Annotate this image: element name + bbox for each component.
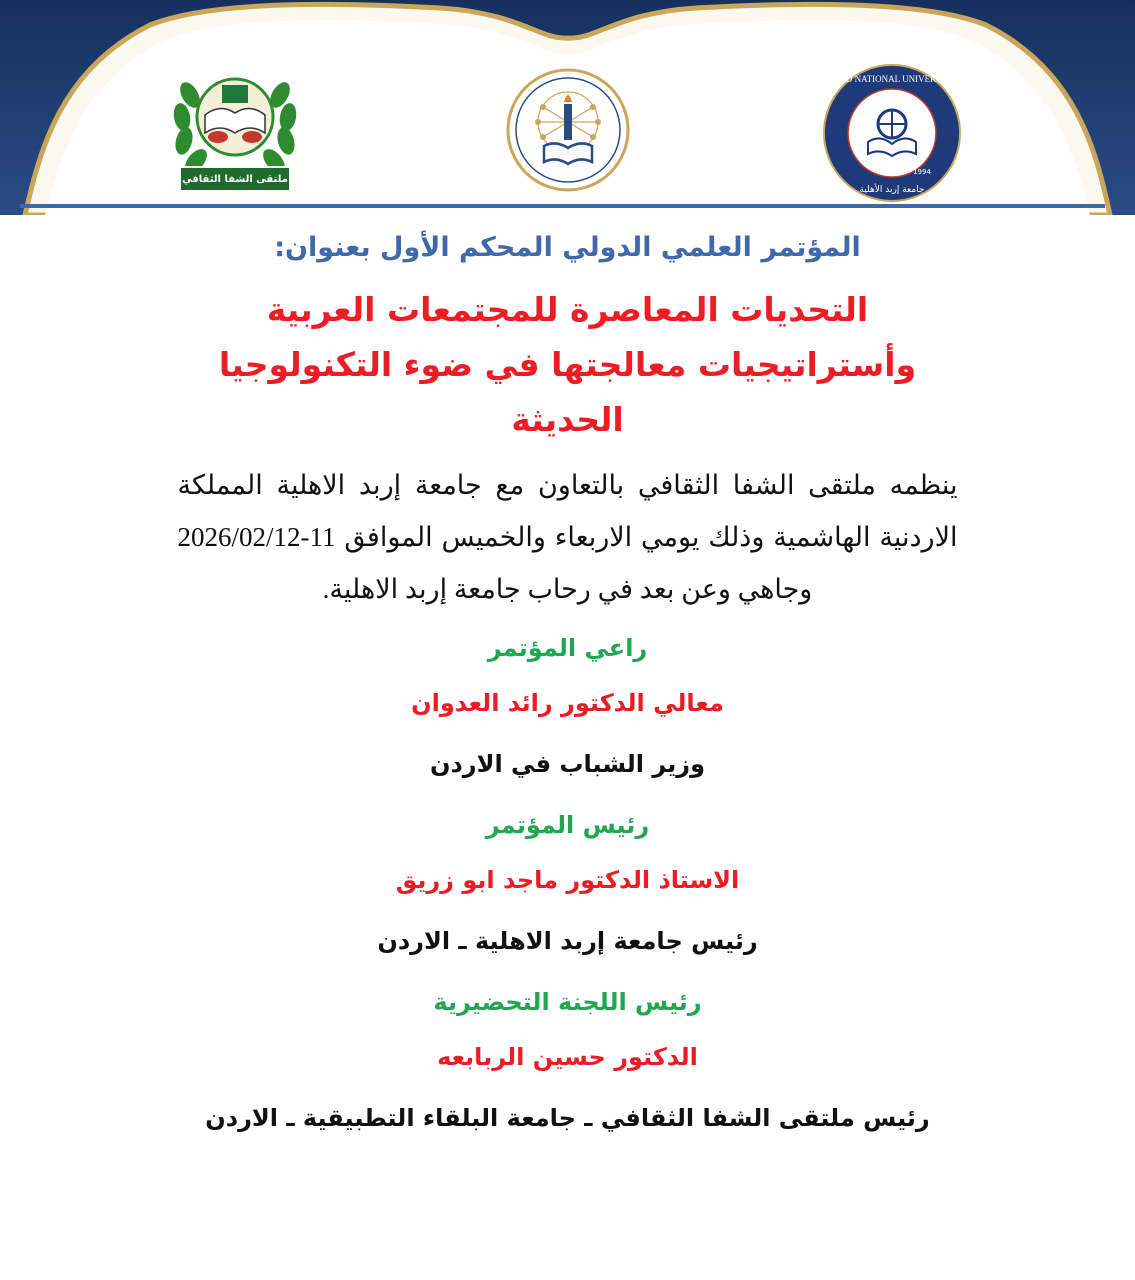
header-divider [20, 204, 1105, 208]
committee-head-name: الدكتور حسين الربابعه [437, 1043, 698, 1071]
patron-name: معالي الدكتور رائد العدوان [411, 689, 724, 717]
section-chair [60, 808, 1075, 958]
conference-emblem-logo [488, 62, 648, 192]
university-arabic-name-text: جامعة إربد الأهلية [859, 185, 925, 195]
multaqa-alshifa-logo-label: ملتقى الشفا الثقافي [182, 174, 288, 185]
chair-name: الاستاذ الدكتور ماجد ابو زريق [395, 866, 740, 894]
section-patron [60, 631, 1075, 781]
conference-title: التحديات المعاصرة للمجتمعات العربية وأستراتيجيات معالجتها في ضوء التكنولوجيا الحديثة [218, 290, 917, 439]
section-preparatory-committee [60, 985, 1075, 1135]
university-year-text: 1994 [913, 168, 931, 176]
irbid-national-university-logo [818, 62, 966, 204]
committee-head-position: رئيس ملتقى الشفا الثقافي ـ جامعة البلقاء التطبيقية ـ الاردن [205, 1104, 930, 1132]
committee-role: رئيس اللجنة التحضيرية [433, 988, 702, 1016]
university-name-text: IRBID NATIONAL UNIVERSITY [827, 74, 957, 84]
patron-role: راعي المؤتمر [487, 634, 648, 662]
patron-position: وزير الشباب في الاردن [429, 750, 706, 778]
poster-content [60, 222, 1075, 1135]
chair-role: رئيس المؤتمر [485, 811, 650, 839]
conference-subtitle: المؤتمر العلمي الدولي المحكم الأول بعنوان: [274, 232, 861, 263]
chair-position: رئيس جامعة إربد الاهلية ـ الاردن [377, 927, 758, 955]
conference-intro: ينظمه ملتقى الشفا الثقافي بالتعاون مع جامعة إربد الاهلية المملكة الاردنية الهاشمية وذلك يومي الاربعاء والخميس الموافق 11-2026/02/12 وجاهي وعن بعد في رحاب جامعة إربد الاهلية. [177, 470, 958, 604]
